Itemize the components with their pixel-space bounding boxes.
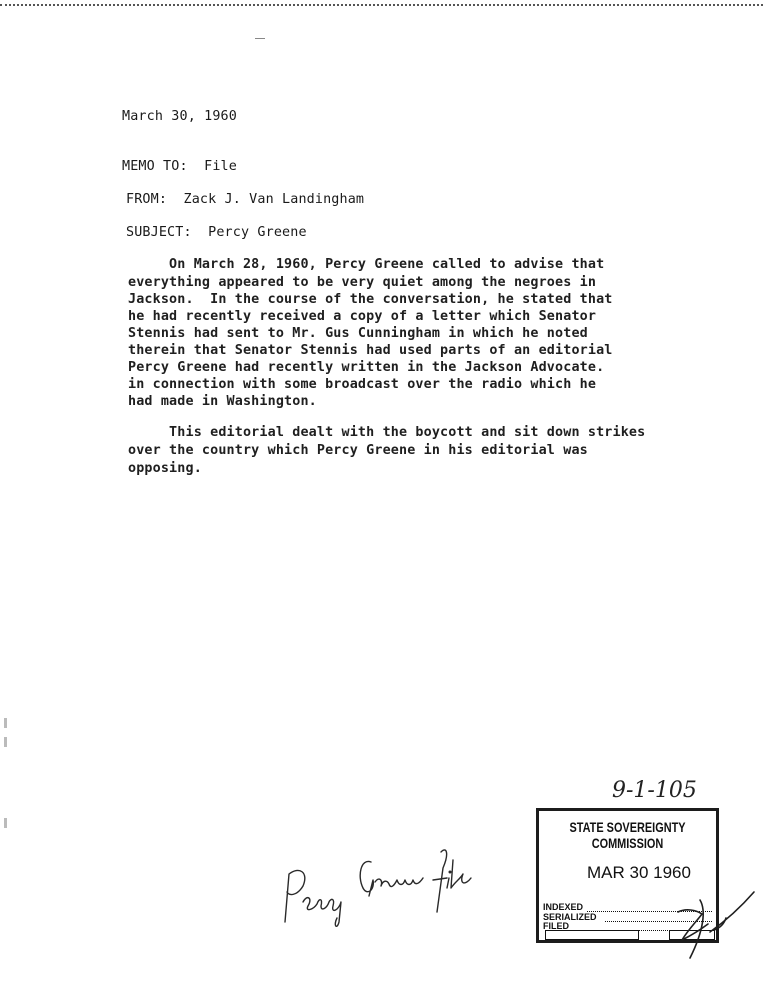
paragraph-line: Jackson. In the course of the conversation, he stated that <box>128 292 613 307</box>
stamp-title: STATE SOVEREIGNTY COMMISSION <box>569 819 686 851</box>
memo-subject-line: SUBJECT: Percy Greene <box>126 225 307 240</box>
stamp-indexed-label: INDEXED <box>543 902 584 912</box>
memo-to-line: MEMO TO: File <box>122 159 237 174</box>
paragraph-line: had made in Washington. <box>128 394 317 409</box>
paragraph-line: Percy Greene had recently written in the Jackson Advocate. <box>128 360 605 375</box>
paragraph-line: over the country which Percy Greene in his editorial was <box>128 443 588 458</box>
memo-date: March 30, 1960 <box>122 109 237 124</box>
scan-mark <box>255 38 265 39</box>
paragraph-line: opposing. <box>128 461 202 476</box>
paragraph-line: everything appeared to be very quiet among the negroes in <box>128 275 597 290</box>
memo-from-line: FROM: Zack J. Van Landingham <box>126 192 365 207</box>
stamp-box-left <box>545 930 639 940</box>
stamp-serialized-label: SERIALIZED <box>543 912 597 922</box>
paragraph-line: Stennis had sent to Mr. Gus Cunningham in which he noted <box>128 326 588 341</box>
handwritten-file-number: 9-1-105 <box>612 778 697 803</box>
margin-mark <box>4 818 7 828</box>
margin-mark <box>4 737 7 747</box>
paragraph-line: therein that Senator Stennis had used parts of an editorial <box>128 343 613 358</box>
paragraph-line: On March 28, 1960, Percy Greene called to advise that <box>128 257 605 272</box>
margin-mark <box>4 718 7 728</box>
paragraph-line: he had recently received a copy of a letter which Senator <box>128 309 597 324</box>
handwritten-initials-mark <box>660 870 760 969</box>
stamp-filed-label: FILED <box>543 921 569 931</box>
handwritten-file-note <box>275 822 490 936</box>
paragraph-line: in connection with some broadcast over the radio which he <box>128 377 597 392</box>
stamp-date: MAR 30 1960 <box>587 863 691 882</box>
top-edge-rule <box>0 4 763 6</box>
paragraph-line: This editorial dealt with the boycott and sit down strikes <box>128 425 646 440</box>
